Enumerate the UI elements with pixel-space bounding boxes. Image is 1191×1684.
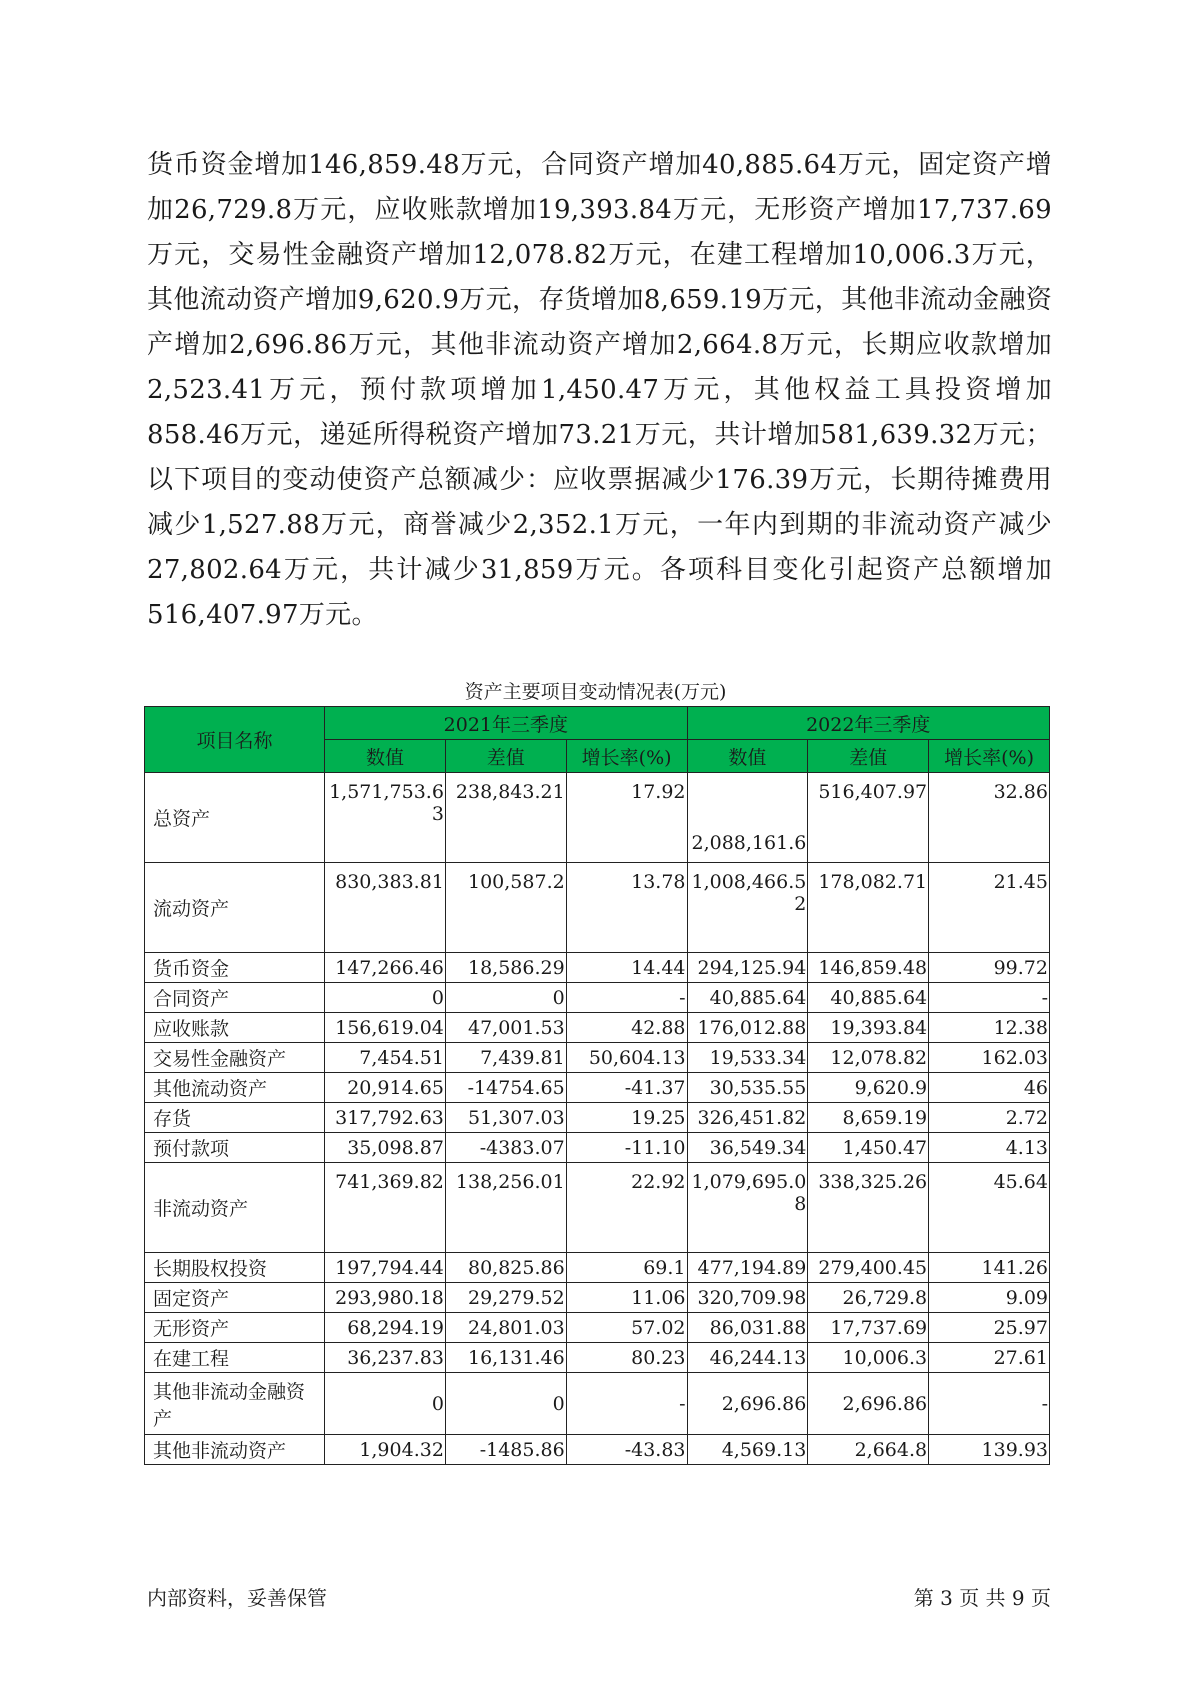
- cell-value-2022: 320,709.98: [687, 1283, 808, 1313]
- cell-diff-2022: 12,078.82: [808, 1043, 929, 1073]
- cell-value-2022: 4,569.13: [687, 1435, 808, 1465]
- header-item-name: 项目名称: [145, 707, 325, 773]
- table-row: [145, 1283, 1050, 1313]
- cell-diff-2022: 279,400.45: [808, 1253, 929, 1283]
- cell-growth-2022: 162.03: [929, 1043, 1050, 1073]
- header-diff: 差值: [808, 740, 929, 773]
- cell-item-name: 其他非流动资产: [145, 1435, 325, 1465]
- cell-value-2021: 36,237.83: [325, 1343, 446, 1373]
- cell-value-2022: 176,012.88: [687, 1013, 808, 1043]
- table-row: [145, 1013, 1050, 1043]
- table-row: [145, 1435, 1050, 1465]
- cell-item-name: 应收账款: [145, 1013, 325, 1043]
- table-row: [145, 983, 1050, 1013]
- cell-growth-2022: 12.38: [929, 1013, 1050, 1043]
- cell-diff-2021: 138,256.01: [445, 1163, 566, 1253]
- cell-diff-2022: 516,407.97: [808, 773, 929, 863]
- cell-value-2022: 46,244.13: [687, 1343, 808, 1373]
- cell-item-name: 其他非流动金融资产: [145, 1373, 325, 1435]
- table-caption: 资产主要项目变动情况表(万元): [464, 681, 727, 703]
- cell-diff-2021: -1485.86: [445, 1435, 566, 1465]
- cell-growth-2021: 17.92: [566, 773, 687, 863]
- cell-diff-2021: 100,587.2: [445, 863, 566, 953]
- cell-growth-2021: 14.44: [566, 953, 687, 983]
- cell-diff-2021: 51,307.03: [445, 1103, 566, 1133]
- table-row: [145, 1343, 1050, 1373]
- cell-growth-2021: -: [566, 1373, 687, 1435]
- cell-growth-2021: 13.78: [566, 863, 687, 953]
- cell-diff-2021: 238,843.21: [445, 773, 566, 863]
- header-value: 数值: [325, 740, 446, 773]
- cell-diff-2022: 40,885.64: [808, 983, 929, 1013]
- cell-diff-2021: 0: [445, 1373, 566, 1435]
- cell-diff-2022: 26,729.8: [808, 1283, 929, 1313]
- cell-growth-2021: -: [566, 983, 687, 1013]
- cell-growth-2022: 99.72: [929, 953, 1050, 983]
- cell-diff-2022: 1,450.47: [808, 1133, 929, 1163]
- cell-value-2022: 86,031.88: [687, 1313, 808, 1343]
- cell-growth-2022: -: [929, 1373, 1050, 1435]
- cell-growth-2021: 11.06: [566, 1283, 687, 1313]
- header-diff: 差值: [445, 740, 566, 773]
- cell-value-2021: 741,369.82: [325, 1163, 446, 1253]
- cell-item-name: 长期股权投资: [145, 1253, 325, 1283]
- cell-growth-2022: 4.13: [929, 1133, 1050, 1163]
- cell-growth-2021: 22.92: [566, 1163, 687, 1253]
- cell-growth-2021: 57.02: [566, 1313, 687, 1343]
- cell-item-name: 预付款项: [145, 1133, 325, 1163]
- cell-growth-2022: 141.26: [929, 1253, 1050, 1283]
- cell-item-name: 合同资产: [145, 983, 325, 1013]
- cell-growth-2022: 21.45: [929, 863, 1050, 953]
- cell-value-2021: 317,792.63: [325, 1103, 446, 1133]
- cell-diff-2021: 24,801.03: [445, 1313, 566, 1343]
- cell-value-2021: 197,794.44: [325, 1253, 446, 1283]
- cell-item-name: 交易性金融资产: [145, 1043, 325, 1073]
- cell-item-name: 存货: [145, 1103, 325, 1133]
- cell-growth-2022: -: [929, 983, 1050, 1013]
- cell-value-2022: 1,079,695.08: [687, 1163, 808, 1253]
- cell-value-2021: 0: [325, 983, 446, 1013]
- cell-item-name: 总资产: [145, 773, 325, 863]
- table-row: [145, 1073, 1050, 1103]
- table-row: [145, 1103, 1050, 1133]
- cell-growth-2022: 45.64: [929, 1163, 1050, 1253]
- cell-growth-2022: 25.97: [929, 1313, 1050, 1343]
- table-row: [145, 1373, 1050, 1435]
- cell-diff-2021: 7,439.81: [445, 1043, 566, 1073]
- cell-diff-2022: 338,325.26: [808, 1163, 929, 1253]
- cell-growth-2022: 46: [929, 1073, 1050, 1103]
- cell-value-2021: 1,571,753.63: [325, 773, 446, 863]
- cell-value-2022: 36,549.34: [687, 1133, 808, 1163]
- table-row: [145, 953, 1050, 983]
- table-row: [145, 1133, 1050, 1163]
- cell-diff-2022: 8,659.19: [808, 1103, 929, 1133]
- cell-diff-2021: 18,586.29: [445, 953, 566, 983]
- table-row: [145, 1043, 1050, 1073]
- cell-value-2021: 156,619.04: [325, 1013, 446, 1043]
- cell-diff-2022: 19,393.84: [808, 1013, 929, 1043]
- cell-value-2021: 35,098.87: [325, 1133, 446, 1163]
- cell-value-2021: 1,904.32: [325, 1435, 446, 1465]
- cell-diff-2022: 2,696.86: [808, 1373, 929, 1435]
- cell-value-2021: 830,383.81: [325, 863, 446, 953]
- table-row: [145, 1313, 1050, 1343]
- cell-value-2021: 20,914.65: [325, 1073, 446, 1103]
- cell-value-2022: 2,088,161.6: [687, 773, 808, 863]
- table-row: [145, 1253, 1050, 1283]
- cell-value-2021: 68,294.19: [325, 1313, 446, 1343]
- footer-page-number: 第 3 页 共 9 页: [913, 1586, 1051, 1610]
- cell-value-2021: 293,980.18: [325, 1283, 446, 1313]
- cell-item-name: 非流动资产: [145, 1163, 325, 1253]
- cell-growth-2021: -41.37: [566, 1073, 687, 1103]
- cell-item-name: 无形资产: [145, 1313, 325, 1343]
- cell-growth-2021: 42.88: [566, 1013, 687, 1043]
- cell-value-2021: 7,454.51: [325, 1043, 446, 1073]
- footer-confidential-note: 内部资料，妥善保管: [147, 1586, 327, 1610]
- cell-value-2022: 2,696.86: [687, 1373, 808, 1435]
- body-paragraph: 货币资金增加146,859.48万元，合同资产增加40,885.64万元，固定资产增加26,729.8万元，应收账款增加19,393.84万元，无形资产增加17,737.69万元，交易性金融资产增加12,078.82万元，在建工程增加10,006.3万元，其他流动资产增加9,620.9万元，存货增加8,659.19万元，其他非流动金融资产增加2,696.86万元，其他非流动资产增加2,664.8万元，长期应收款增加2,523.41万元，预付款项增加1,450.47万元，其他权益工具投资增加858.46万元，递延所得税资产增加73.21万元，共计增加581,639.32万元；以下项目的变动使资产总额减少：应收票据减少176.39万元，长期待摊费用减少1,527.88万元，商誉减少2,352.1万元，一年内到期的非流动资产减少27,802.64万元，共计减少31,859万元。各项科目变化引起资产总额增加516,407.97万元。: [147, 150, 1052, 630]
- cell-diff-2021: -14754.65: [445, 1073, 566, 1103]
- cell-diff-2021: -4383.07: [445, 1133, 566, 1163]
- cell-growth-2022: 9.09: [929, 1283, 1050, 1313]
- header-growth: 增长率(%): [566, 740, 687, 773]
- cell-growth-2021: 80.23: [566, 1343, 687, 1373]
- cell-growth-2022: 27.61: [929, 1343, 1050, 1373]
- cell-diff-2021: 47,001.53: [445, 1013, 566, 1043]
- header-value: 数值: [687, 740, 808, 773]
- cell-value-2022: 326,451.82: [687, 1103, 808, 1133]
- header-period-2022: 2022年三季度: [687, 707, 1049, 740]
- table-row: [145, 863, 1050, 953]
- cell-item-name: 在建工程: [145, 1343, 325, 1373]
- cell-diff-2022: 178,082.71: [808, 863, 929, 953]
- cell-growth-2021: -11.10: [566, 1133, 687, 1163]
- cell-growth-2022: 32.86: [929, 773, 1050, 863]
- cell-diff-2022: 17,737.69: [808, 1313, 929, 1343]
- cell-diff-2021: 16,131.46: [445, 1343, 566, 1373]
- cell-value-2021: 147,266.46: [325, 953, 446, 983]
- cell-value-2022: 19,533.34: [687, 1043, 808, 1073]
- cell-value-2022: 477,194.89: [687, 1253, 808, 1283]
- cell-diff-2021: 0: [445, 983, 566, 1013]
- table-body: [145, 773, 1050, 1465]
- cell-item-name: 其他流动资产: [145, 1073, 325, 1103]
- cell-value-2022: 30,535.55: [687, 1073, 808, 1103]
- cell-value-2022: 40,885.64: [687, 983, 808, 1013]
- cell-diff-2022: 9,620.9: [808, 1073, 929, 1103]
- cell-item-name: 货币资金: [145, 953, 325, 983]
- cell-growth-2021: 19.25: [566, 1103, 687, 1133]
- header-growth: 增长率(%): [929, 740, 1050, 773]
- cell-diff-2021: 80,825.86: [445, 1253, 566, 1283]
- cell-growth-2021: 69.1: [566, 1253, 687, 1283]
- asset-change-table: [144, 706, 1050, 1465]
- header-period-2021: 2021年三季度: [325, 707, 687, 740]
- cell-value-2021: 0: [325, 1373, 446, 1435]
- table-row: [145, 773, 1050, 863]
- cell-value-2022: 1,008,466.52: [687, 863, 808, 953]
- cell-growth-2022: 2.72: [929, 1103, 1050, 1133]
- cell-diff-2022: 146,859.48: [808, 953, 929, 983]
- cell-growth-2021: 50,604.13: [566, 1043, 687, 1073]
- cell-diff-2021: 29,279.52: [445, 1283, 566, 1313]
- cell-item-name: 固定资产: [145, 1283, 325, 1313]
- cell-value-2022: 294,125.94: [687, 953, 808, 983]
- cell-item-name: 流动资产: [145, 863, 325, 953]
- cell-growth-2022: 139.93: [929, 1435, 1050, 1465]
- cell-diff-2022: 10,006.3: [808, 1343, 929, 1373]
- cell-growth-2021: -43.83: [566, 1435, 687, 1465]
- table-row: [145, 1163, 1050, 1253]
- cell-diff-2022: 2,664.8: [808, 1435, 929, 1465]
